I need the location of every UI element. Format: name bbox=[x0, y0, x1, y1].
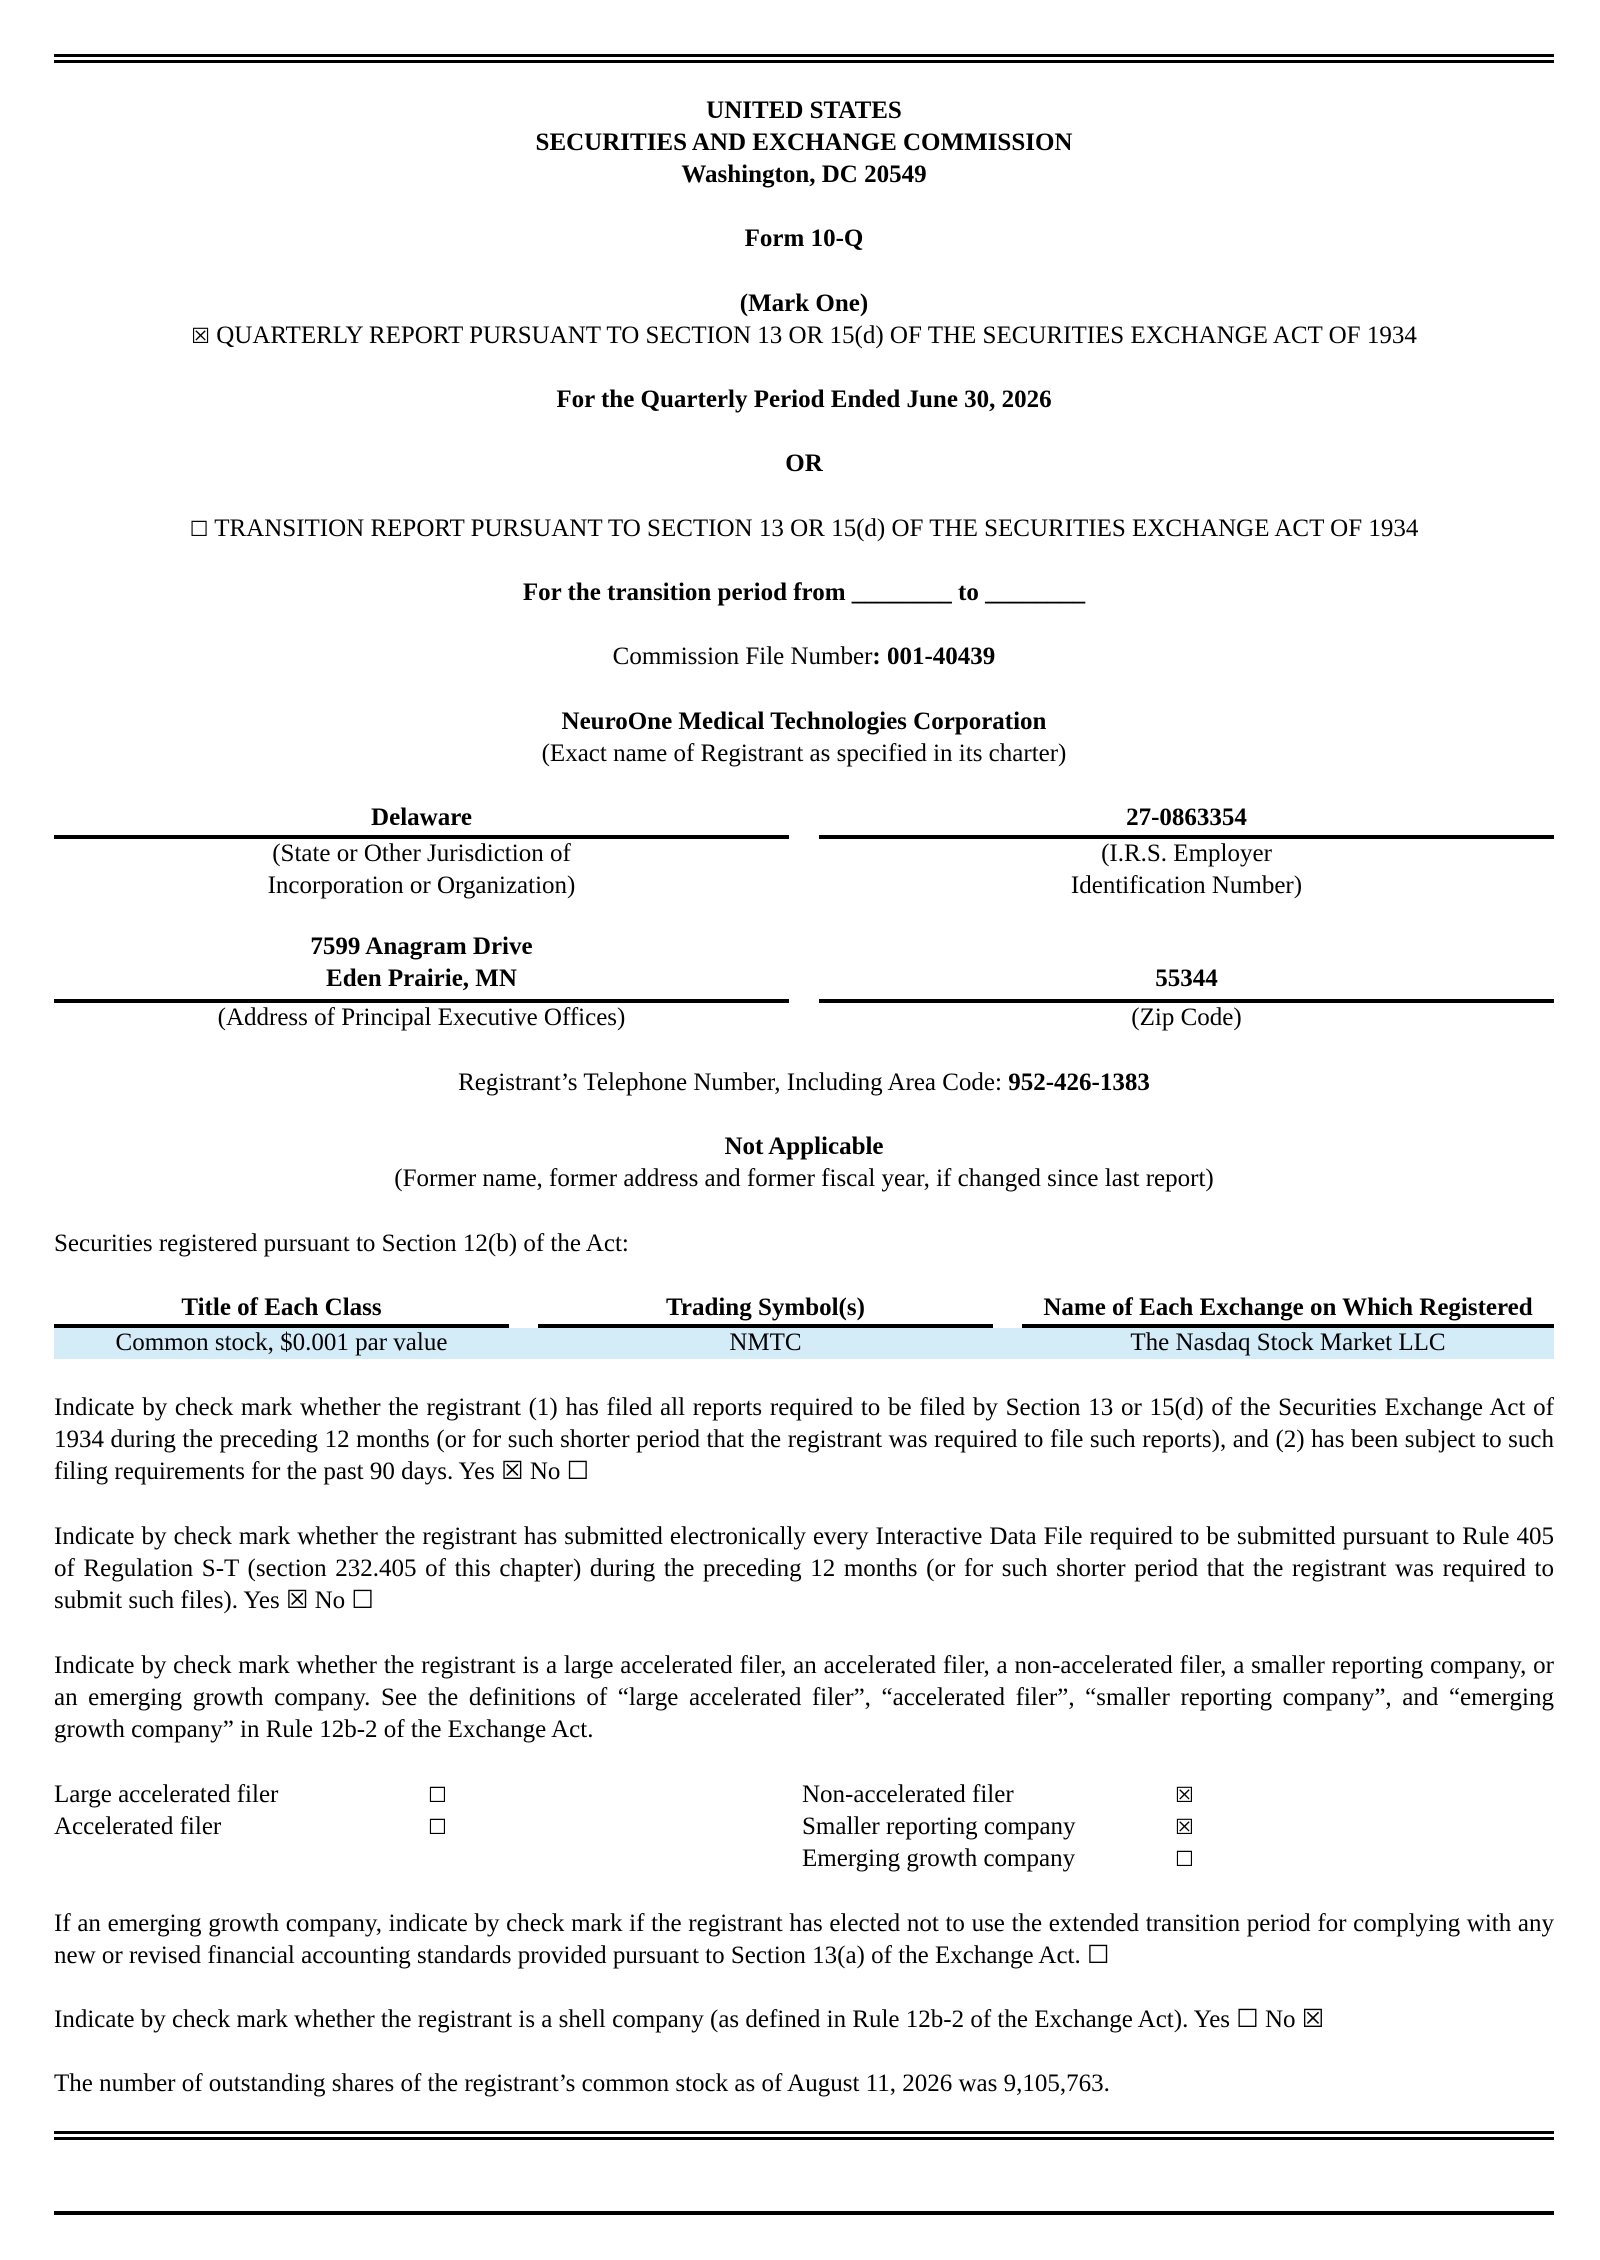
non-accelerated-filer-checkbox[interactable]: ☒ bbox=[1175, 1783, 1194, 1807]
heading-line-2: SECURITIES AND EXCHANGE COMMISSION bbox=[535, 129, 1073, 156]
header-exchange: Name of Each Exchange on Which Registered bbox=[1043, 1294, 1533, 1321]
emerging-growth-company-checkbox[interactable]: ☐ bbox=[1175, 1847, 1194, 1871]
question-interactive-data: Indicate by check mark whether the registrant has submitted electronically every Interactive Data File required to be submitted pursuant to Rule 405 of Regulation S-T (section 232.405 of this chapter) during the preceding 12 months (or for such shorter period that the registrant was required to submit such files). Yes ☒ No ☐ bbox=[54, 1523, 1554, 1614]
question-filer-status: Indicate by check mark whether the registrant is a large accelerated filer, an accelerated filer, a non-accelerated filer, a smaller reporting company, or an emerging growth company. See the definitions of “large accelerated filer”, “accelerated filer”, “smaller reporting company”, and “emerging growth company” in Rule 12b-2 of the Exchange Act. bbox=[54, 1652, 1554, 1743]
address-line-1: 7599 Anagram Drive bbox=[310, 933, 533, 960]
form-title: Form 10-Q bbox=[744, 225, 864, 252]
heading-line-3: Washington, DC 20549 bbox=[681, 161, 927, 188]
quarterly-checkbox[interactable]: ☒ bbox=[191, 324, 210, 348]
smaller-reporting-company-checkbox[interactable]: ☒ bbox=[1175, 1815, 1194, 1839]
registrant-name-caption: (Exact name of Registrant as specified in its charter) bbox=[541, 740, 1067, 767]
zip-code: 55344 bbox=[1155, 965, 1218, 992]
quarterly-report-text: QUARTERLY REPORT PURSUANT TO SECTION 13 OR 15(d) OF THE SECURITIES EXCHANGE ACT OF 1934 bbox=[209, 322, 1417, 349]
telephone-label: Registrant’s Telephone Number, Including Area Code: bbox=[458, 1069, 1009, 1096]
state-of-incorporation: Delaware bbox=[371, 804, 472, 831]
large-accelerated-filer-label: Large accelerated filer bbox=[54, 1781, 279, 1808]
principal-address bbox=[54, 931, 789, 995]
transition-period: For the transition period from ________ to ________ bbox=[522, 579, 1086, 606]
outstanding-shares: The number of outstanding shares of the registrant’s common stock as of August 11, 2026 was 9,105,763. bbox=[54, 2070, 1110, 2097]
or-separator: OR bbox=[785, 450, 823, 477]
cell-class: Common stock, $0.001 par value bbox=[115, 1329, 448, 1356]
transition-checkbox[interactable]: ☐ bbox=[189, 517, 209, 541]
agency-heading bbox=[54, 95, 1554, 191]
ein-caption bbox=[819, 838, 1554, 902]
mark-one: (Mark One) bbox=[739, 290, 869, 317]
bottom-double-rule bbox=[54, 2131, 1554, 2140]
cell-exchange: The Nasdaq Stock Market LLC bbox=[1130, 1329, 1446, 1356]
non-accelerated-filer-label: Non-accelerated filer bbox=[802, 1781, 1014, 1808]
quarterly-period: For the Quarterly Period Ended June 30, 2026 bbox=[556, 386, 1052, 413]
question-extended-transition: If an emerging growth company, indicate by check mark if the registrant has elected not to use the extended transition period for complying with any new or revised financial accounting standards provided pursuant to Section 13(a) of the Exchange Act. ☐ bbox=[54, 1910, 1554, 1969]
telephone-number: 952-426-1383 bbox=[1008, 1069, 1150, 1096]
zip-caption: (Zip Code) bbox=[1131, 1004, 1242, 1031]
state-caption bbox=[54, 838, 789, 902]
header-trading-symbol: Trading Symbol(s) bbox=[666, 1294, 865, 1321]
file-number-value: : 001-40439 bbox=[872, 643, 996, 670]
registrant-name: NeuroOne Medical Technologies Corporation bbox=[561, 708, 1047, 735]
commission-file-number bbox=[54, 641, 1554, 673]
transition-report-text: TRANSITION REPORT PURSUANT TO SECTION 13 OR 15(d) OF THE SECURITIES EXCHANGE ACT OF 1934 bbox=[208, 515, 1419, 542]
address-caption: (Address of Principal Executive Offices) bbox=[217, 1004, 626, 1031]
footer-rule bbox=[54, 2211, 1554, 2215]
transition-report-line bbox=[54, 513, 1554, 545]
state-caption-line-1: (State or Other Jurisdiction of bbox=[272, 840, 571, 867]
ein-value: 27-0863354 bbox=[1126, 804, 1247, 831]
telephone-line bbox=[54, 1067, 1554, 1099]
accelerated-filer-label: Accelerated filer bbox=[54, 1813, 222, 1840]
header-title-of-class: Title of Each Class bbox=[181, 1294, 382, 1321]
address-line-2: Eden Prairie, MN bbox=[326, 965, 517, 992]
state-caption-line-2: Incorporation or Organization) bbox=[267, 872, 576, 899]
question-shell-company: Indicate by check mark whether the registrant is a shell company (as defined in Rule 12b-2 of the Exchange Act). Yes ☐ No ☒ bbox=[54, 2006, 1325, 2033]
top-double-rule bbox=[54, 54, 1554, 63]
former-name-caption: (Former name, former address and former fiscal year, if changed since last report) bbox=[394, 1165, 1214, 1192]
accelerated-filer-checkbox[interactable]: ☐ bbox=[428, 1815, 447, 1839]
ein-caption-line-1: (I.R.S. Employer bbox=[1101, 840, 1272, 867]
ein-caption-line-2: Identification Number) bbox=[1070, 872, 1303, 899]
securities-intro: Securities registered pursuant to Section 12(b) of the Act: bbox=[54, 1230, 629, 1257]
heading-line-1: UNITED STATES bbox=[706, 97, 902, 124]
large-accelerated-filer-checkbox[interactable]: ☐ bbox=[428, 1783, 447, 1807]
question-reports-filed: Indicate by check mark whether the registrant (1) has filed all reports required to be filed by Section 13 or 15(d) of the Securities Exchange Act of 1934 during the preceding 12 months (or for such shorter period that the registrant was required to file such reports), and (2) has been subject to such filing requirements for the past 90 days. Yes ☒ No ☐ bbox=[54, 1394, 1554, 1485]
former-name: Not Applicable bbox=[724, 1133, 884, 1160]
smaller-reporting-company-label: Smaller reporting company bbox=[802, 1813, 1076, 1840]
file-number-label: Commission File Number bbox=[612, 643, 873, 670]
cell-symbol: NMTC bbox=[729, 1329, 802, 1356]
emerging-growth-company-label: Emerging growth company bbox=[802, 1845, 1076, 1872]
quarterly-report-line bbox=[54, 320, 1554, 352]
